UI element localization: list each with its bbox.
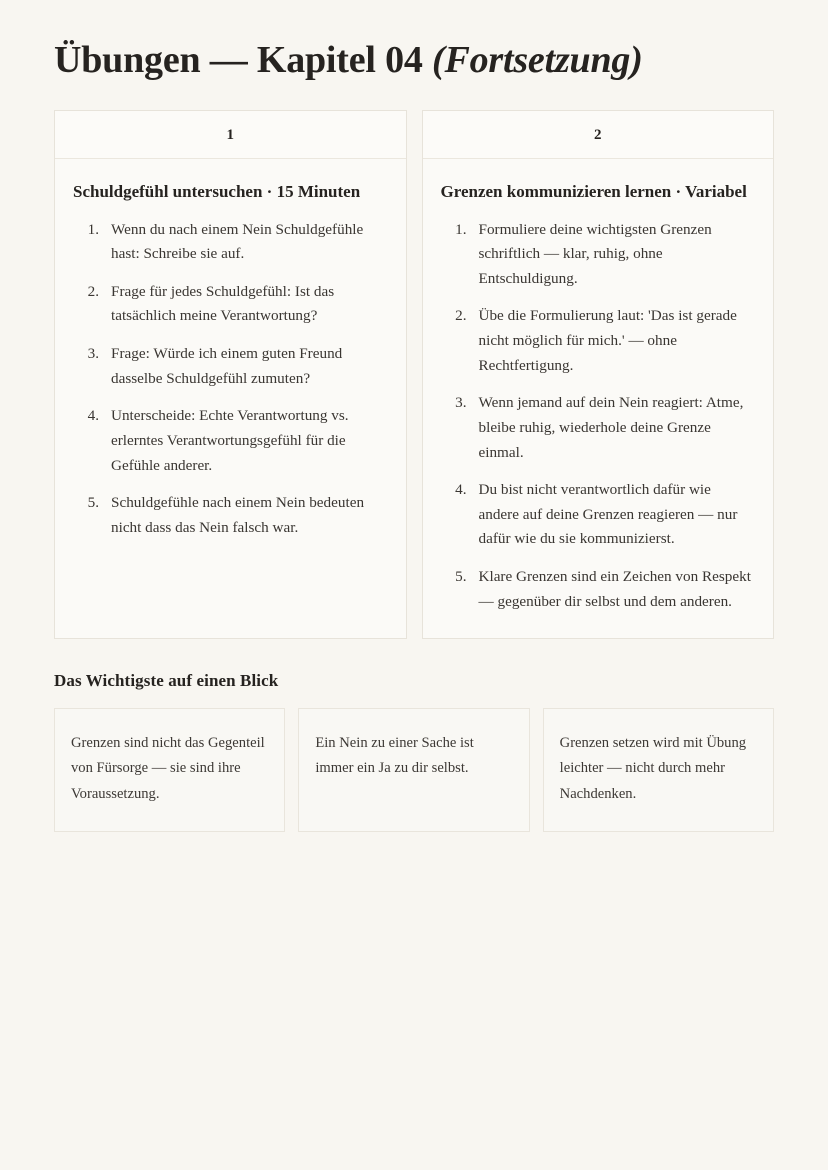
exercise-step: Klare Grenzen sind ein Zeichen von Respekt — gegenüber dir selbst und dem anderen. [478,568,751,610]
exercise-step-list [71,218,386,541]
takeaway-item: Ein Nein zu einer Sache ist immer ein Ja zu dir selbst. [298,708,529,831]
exercise-step-list [439,218,754,615]
page-title [54,0,774,83]
page-title-main: Übungen — Kapitel 04 [54,39,432,81]
takeaways-heading: Das Wichtigste auf einen Blick [54,671,279,691]
exercise-title: Schuldgefühl untersuchen · 15 Minuten [73,181,361,201]
exercise-step: Frage: Würde ich einem guten Freund dasselbe Schuldgefühl zumuten? [111,345,343,387]
exercise-step: Du bist nicht verantwortlich dafür wie andere auf deine Grenzen reagieren — nur dafür wie du sie kommunizierst. [478,481,738,548]
page-title-continuation: (Fortsetzung) [431,39,643,81]
takeaway-item: Grenzen sind nicht das Gegenteil von Fürsorge — sie sind ihre Voraussetzung. [54,708,285,831]
exercise-body [423,159,774,639]
exercise-title: Grenzen kommunizieren lernen · Variabel [440,181,747,201]
exercise-step: Formuliere deine wichtigsten Grenzen schriftlich — klar, ruhig, ohne Entschuldigung. [478,220,712,287]
exercise-step: Übe die Formulierung laut: 'Das ist gerade nicht möglich für mich.' — ohne Rechtfertigung. [478,307,737,374]
exercise-step: Wenn du nach einem Nein Schuldgefühle hast: Schreibe sie auf. [111,220,364,263]
exercise-card [422,110,775,640]
exercise-body [55,159,406,639]
exercise-step: Wenn jemand auf dein Nein reagiert: Atme, bleibe ruhig, wiederhole deine Grenze einmal. [478,394,744,461]
takeaway-list [54,708,774,831]
exercise-step: Frage für jedes Schuldgefühl: Ist das tatsächlich meine Verantwortung? [111,282,335,325]
exercise-card-list [54,110,774,640]
takeaway-item: Grenzen setzen wird mit Übung leichter — nicht durch mehr Nachdenken. [543,708,774,831]
exercise-step: Unterscheide: Echte Verantwortung vs. erlerntes Verantwortungsgefühl für die Gefühle anderer. [111,407,349,474]
exercise-step: Schuldgefühle nach einem Nein bedeuten nicht dass das Nein falsch war. [111,494,365,536]
exercise-number: 2 [423,111,774,159]
exercise-number: 1 [55,111,406,159]
exercise-card [54,110,407,640]
